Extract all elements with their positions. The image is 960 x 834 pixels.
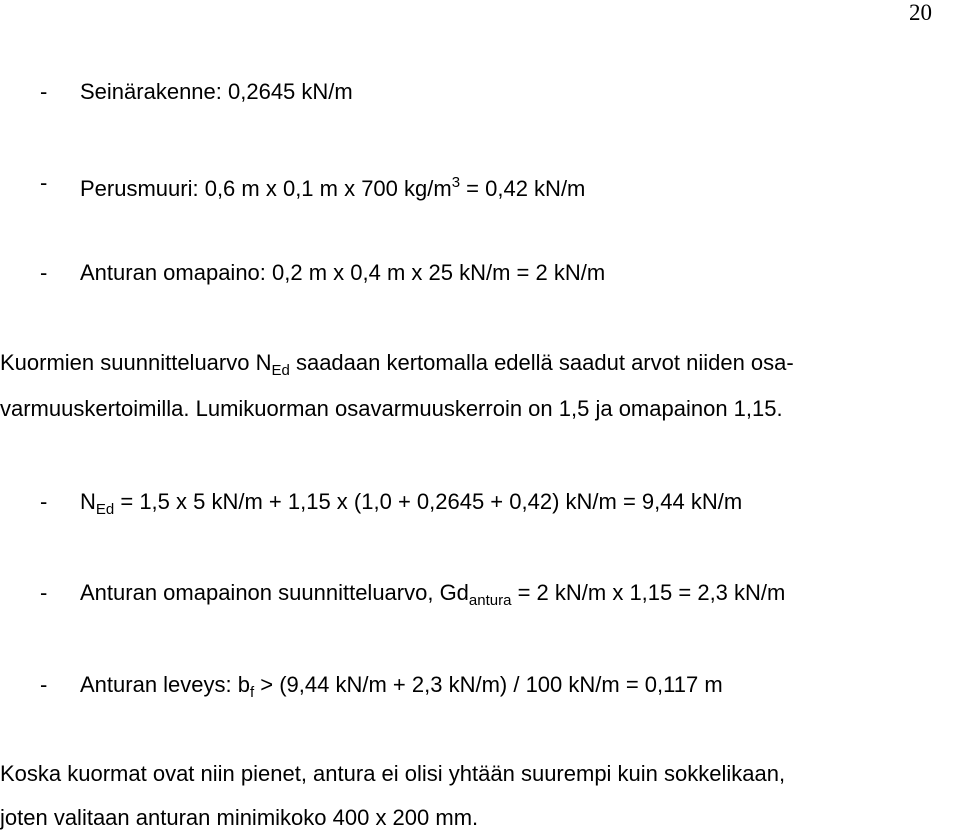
list-dash: - [40, 79, 48, 104]
superscript: 3 [451, 174, 461, 191]
page-number: 20 [909, 0, 932, 25]
text-part: saadaan kertomalla edellä saadut arvot niiden osa- [289, 350, 794, 375]
subscript: Ed [271, 362, 290, 379]
list-item-text [80, 580, 785, 614]
paragraph-line [0, 350, 794, 384]
text-part: = 2 kN/m x 1,15 = 2,3 kN/m [511, 580, 786, 605]
text-part: N [80, 489, 96, 514]
list-item-text: Anturan omapaino: 0,2 m x 0,4 m x 25 kN/m = 2 kN/m [80, 260, 606, 285]
list-dash: - [40, 580, 48, 605]
subscript: antura [468, 592, 512, 609]
paragraph-line: Koska kuormat ovat niin pienet, antura ei olisi yhtään suurempi kuin sokkelikaan, [0, 761, 786, 786]
paragraph-line: varmuuskertoimilla. Lumikuorman osavarmuuskerroin on 1,5 ja omapainon 1,15. [0, 396, 783, 421]
text-part: Anturan leveys: b [80, 672, 250, 697]
text-part: Kuormien suunnitteluarvo N [0, 350, 272, 375]
list-dash: - [40, 170, 48, 195]
text-part: Perusmuuri: 0,6 m x 0,1 m x 700 kg/m [80, 176, 452, 201]
paragraph-line: joten valitaan anturan minimikoko 400 x 200 mm. [0, 805, 479, 830]
subscript: f [249, 684, 255, 701]
list-item-text: Seinärakenne: 0,2645 kN/m [80, 79, 353, 104]
list-dash: - [40, 672, 48, 697]
list-dash: - [40, 489, 48, 514]
list-dash: - [40, 260, 48, 285]
list-item-text [80, 489, 742, 523]
text-part: = 0,42 kN/m [460, 176, 586, 201]
subscript: Ed [95, 501, 115, 518]
text-part: > (9,44 kN/m + 2,3 kN/m) / 100 kN/m = 0,117 m [254, 672, 723, 697]
list-item-text [80, 672, 723, 706]
text-part: Anturan omapainon suunnitteluarvo, Gd [80, 580, 469, 605]
list-item-text [80, 170, 585, 202]
text-part: = 1,5 x 5 kN/m + 1,15 x (1,0 + 0,2645 + 0,42) kN/m = 9,44 kN/m [114, 489, 743, 514]
